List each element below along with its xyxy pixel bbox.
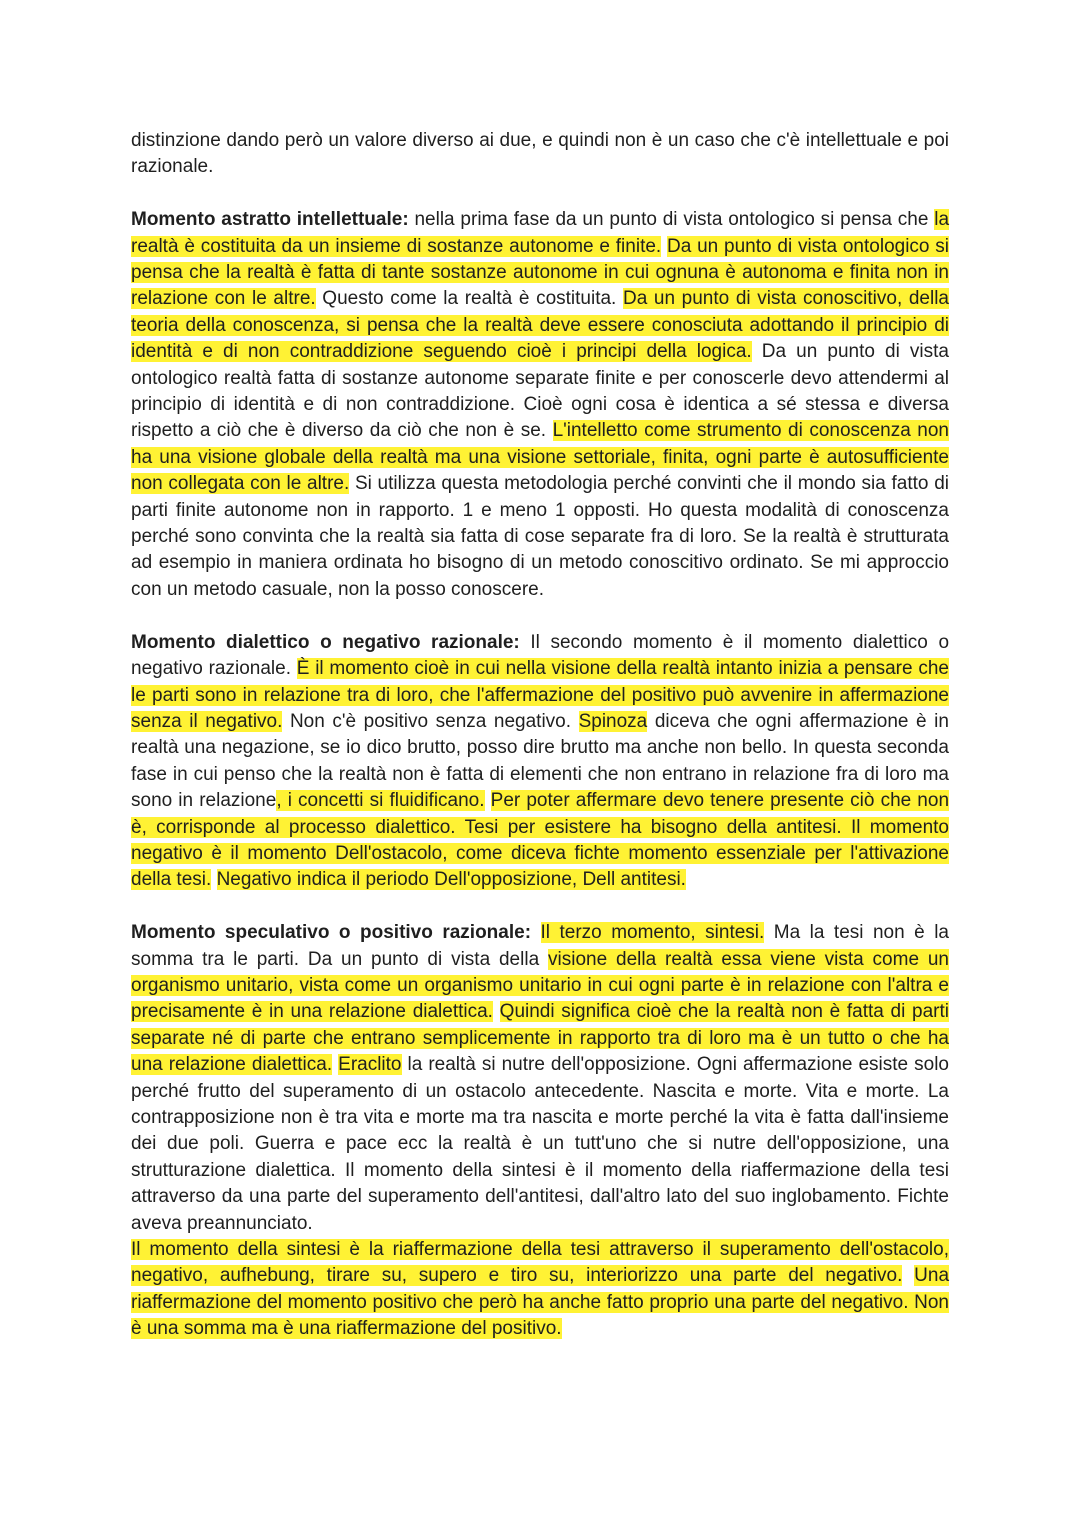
text-segment: distinzione dando però un valore diverso ai due, e quindi non è un caso che c'è intellettuale e poi razionale.: [131, 130, 949, 178]
text-segment: Il secondo momento è il momento dialettico o negativo razionale.: [131, 631, 950, 680]
text-segment: la realtà si nutre dell'opposizione. Ogni affermazione esiste solo perché frutto del superamento di un ostacolo antecedente. Nascita e morte. Vita e morte. La contrapposizione non è tra vita e morte ma tra nascita e morte perché la vita è fatta dall'insieme dei due poli. Guerra e pace ecc la realtà è un tutt'uno che si nutre dell'opposizione, una strutturazione dialettica. Il momento della sintesi è il momento della riaffermazione della tesi attraverso da una parte del superamento dell'antitesi, dall'altro lato del suo inglobamento. Fichte aveva preannunciato.: [131, 1054, 949, 1234]
highlighted-text: la realtà è costituita da un insieme di sostanze autonome e finite.: [131, 209, 950, 257]
highlighted-text: Il momento della sintesi è la riaffermazione della tesi attraverso il superamento dell'ostacolo, negativo, aufhebung, tirare su, supero e tiro su, interiorizzo una parte del negativo.: [131, 1239, 949, 1287]
section-heading: Momento astratto intellettuale:: [131, 209, 409, 231]
section-heading: Momento dialettico o negativo razionale:: [131, 631, 520, 653]
text-segment: [531, 922, 540, 943]
highlighted-text: Negativo indica il periodo Dell'opposizione, Dell antitesi.: [216, 869, 686, 891]
paragraph-momento-dialettico: [131, 630, 949, 894]
text-segment: diceva che ogni affermazione è in realtà una negazione, se io dico brutto, posso dire brutto ma anche non bello. In questa seconda fase in cui penso che la realtà non è fatta di elementi che non entrano in relazione fra di loro ma sono in relazione: [131, 710, 949, 812]
text-segment: [485, 790, 491, 811]
paragraph-momento-speculativo: [131, 920, 949, 1237]
paragraph-momento-astratto: [131, 207, 949, 603]
text-segment: Si utilizza questa metodologia perché convinti che il mondo sia fatto di parti finite autonome non in rapporto. 1 e meno 1 opposti. Ho questa modalità di conoscenza perché sono convinta che la realtà sia fatta di cose separate fra di loro. Se la realtà è strutturata ad esempio in maniera ordinata ho bisogno di un metodo conoscitivo ordinato. Se mi approccio con un metodo casuale, non la posso conoscere.: [131, 473, 949, 600]
highlighted-text: L'intelletto come strumento di conoscenza non ha una visione globale della realtà ma una visione settoriale, finita, ogni parte è autosufficiente non collegata con le altre.: [131, 420, 949, 495]
paragraph-sintesi: [131, 1237, 949, 1343]
text-segment: Non c'è positivo senza negativo.: [282, 710, 579, 732]
highlighted-text: , i concetti si fluidificano.: [276, 790, 485, 812]
highlighted-text: Per poter affermare devo tenere presente ciò che non è, corrisponde al processo dialettico. Tesi per esistere ha bisogno della antitesi. Il momento negativo è il momento Dell'ostacolo, come diceva fichte momento essenziale per l'attivazione della tesi.: [131, 790, 950, 891]
highlighted-text: Una riaffermazione del momento positivo che però ha anche fatto proprio una parte del negativo. Non è una somma ma è una riaffermazione del positivo.: [131, 1265, 950, 1340]
highlighted-text: visione della realtà essa viene vista come un organismo unitario, vista come un organismo unitario in cui ogni parte è in relazione con l'altra e precisamente è in una relazione dialettica.: [131, 948, 950, 1023]
highlighted-text: Eraclito: [338, 1054, 402, 1076]
document-page: [131, 128, 949, 1369]
text-segment: [493, 1001, 500, 1022]
highlighted-text: Il terzo momento, sintesi.: [540, 922, 765, 944]
highlighted-text: Da un punto di vista conoscitivo, della teoria della conoscenza, si pensa che la realtà deve essere conosciuta adottando il principio di identità e di non contraddizione seguendo cioè i principi della logica.: [131, 288, 949, 363]
highlighted-text: Spinoza: [578, 710, 648, 732]
paragraph-intro: [131, 128, 949, 181]
highlighted-text: Da un punto di vista ontologico si pensa che la realtà è fatta di tante sostanze autonome in cui ognuna è autonoma e finita non in relazione con le altre.: [131, 235, 950, 310]
highlighted-text: È il momento cioè in cui nella visione della realtà intanto inizia a pensare che le parti sono in relazione tra di loro, che l'affermazione del positivo può avvenire in affermazione senza il negativo.: [131, 658, 949, 732]
text-segment: Questo come la realtà è costituita.: [315, 288, 623, 310]
text-segment: nella prima fase da un punto di vista ontologico si pensa che: [408, 209, 935, 231]
highlighted-text: Quindi significa cioè che la realtà non è fatta di parti separate né di parte che entrano semplicemente in rapporto tra di loro ma è un tutto o che ha una relazione dialettica.: [131, 1001, 949, 1076]
text-segment: Ma la tesi non è la somma tra le parti. Da un punto di vista della: [131, 922, 949, 970]
text-segment: [902, 1265, 914, 1286]
text-segment: [211, 869, 216, 890]
section-heading: Momento speculativo o positivo razionale:: [131, 922, 532, 944]
text-segment: Da un punto di vista ontologico realtà fatta di sostanze autonome separate finite e per conoscerle devo attendermi al principio di identità e di non contraddizione. Cioè ogni cosa è identica a sé stessa e diversa rispetto a ciò che è diverso da ciò che non è se.: [131, 341, 949, 442]
